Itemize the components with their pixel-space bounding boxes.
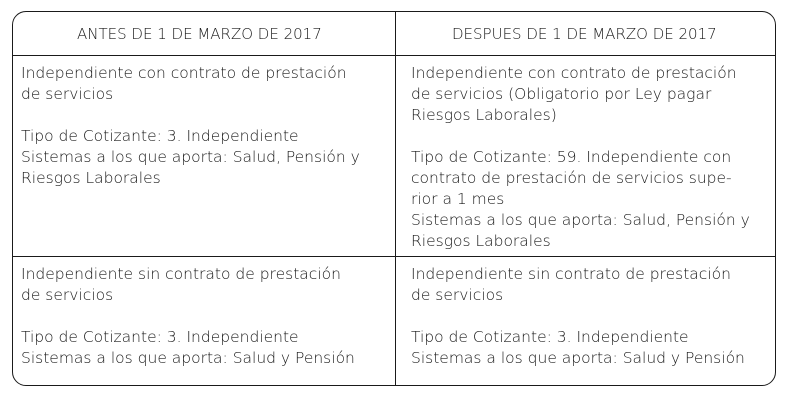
- cell-row1-after: [411, 63, 771, 252]
- cell-detail-line: Tipo de Cotizante: 3. Independiente: [21, 328, 299, 346]
- cell-detail-line: Tipo de Cotizante: 59. Independiente con: [411, 148, 732, 166]
- cell-detail-line: Riesgos Laborales: [21, 169, 161, 187]
- cell-title-line: de servicios: [411, 286, 504, 304]
- cell-detail-line: Tipo de Cotizante: 3. Independiente: [21, 127, 299, 145]
- header-after: DESPUES DE 1 DE MARZO DE 2017: [452, 25, 717, 43]
- column-divider: [395, 12, 396, 385]
- cell-detail-line: Sistemas a los que aporta: Salud, Pensión y: [411, 211, 750, 229]
- cell-title-line: Riesgos Laborales): [411, 106, 557, 124]
- cell-title-line: de servicios: [21, 85, 114, 103]
- cell-title-line: de servicios (Obligatorio por Ley pagar: [411, 85, 712, 103]
- cell-detail-line: Riesgos Laborales: [411, 232, 551, 250]
- cell-detail-line: Tipo de Cotizante: 3. Independiente: [411, 328, 689, 346]
- cell-title-line: Independiente sin contrato de prestación: [411, 265, 731, 283]
- cell-row1-before: [21, 63, 386, 189]
- cell-title-line: Independiente con contrato de prestación: [21, 64, 347, 82]
- cell-detail-line: contrato de prestación de servicios supe-: [411, 169, 732, 187]
- cell-detail-line: Sistemas a los que aporta: Salud y Pensión: [21, 349, 355, 367]
- row-divider: [13, 256, 775, 257]
- cell-title-line: de servicios: [21, 286, 114, 304]
- cell-detail-line: Sistemas a los que aporta: Salud y Pensión: [411, 349, 745, 367]
- cell-detail-line: Sistemas a los que aporta: Salud, Pensión y: [21, 148, 360, 166]
- comparison-table: [12, 11, 776, 386]
- cell-row2-after: [411, 264, 771, 369]
- cell-title-line: Independiente con contrato de prestación: [411, 64, 737, 82]
- header-before: ANTES DE 1 DE MARZO DE 2017: [77, 25, 322, 43]
- cell-row2-before: [21, 264, 386, 369]
- cell-title-line: Independiente sin contrato de prestación: [21, 265, 341, 283]
- cell-detail-line: rior a 1 mes: [411, 190, 505, 208]
